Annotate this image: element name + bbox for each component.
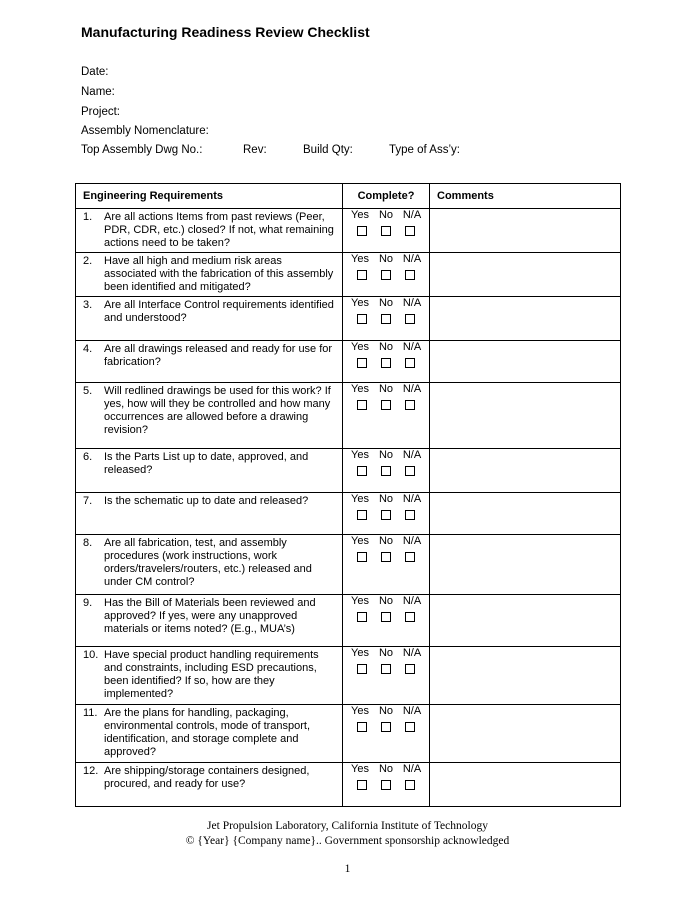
requirement-number: 12. bbox=[83, 765, 99, 777]
na-label: N/A bbox=[402, 253, 422, 265]
no-label: No bbox=[378, 763, 394, 775]
yes-label: Yes bbox=[351, 253, 369, 265]
na-label: N/A bbox=[402, 647, 422, 659]
table-row bbox=[76, 253, 621, 297]
yes-label: Yes bbox=[351, 763, 369, 775]
table-row bbox=[76, 297, 621, 341]
table-header-row bbox=[76, 184, 621, 209]
complete-cell bbox=[343, 763, 430, 807]
no-checkbox[interactable] bbox=[381, 466, 391, 476]
comments-cell[interactable] bbox=[430, 383, 621, 449]
no-checkbox[interactable] bbox=[381, 358, 391, 368]
comments-cell[interactable] bbox=[430, 341, 621, 383]
yes-label: Yes bbox=[351, 595, 369, 607]
comments-cell[interactable] bbox=[430, 535, 621, 595]
requirement-number: 7. bbox=[83, 495, 93, 507]
complete-cell bbox=[343, 705, 430, 763]
requirement-text: Are the plans for handling, packaging, environmental controls, mode of transport, identification, and storage complete and approved? bbox=[104, 707, 311, 758]
complete-cell bbox=[343, 341, 430, 383]
complete-cell bbox=[343, 383, 430, 449]
requirement-cell bbox=[76, 253, 343, 297]
table-row bbox=[76, 763, 621, 807]
project-label: Project: bbox=[81, 106, 120, 118]
no-label: No bbox=[378, 253, 394, 265]
na-label: N/A bbox=[402, 341, 422, 353]
requirement-text: Have all high and medium risk areas associated with the fabrication of this assembly been identified and mitigated? bbox=[104, 255, 334, 293]
na-checkbox[interactable] bbox=[405, 226, 415, 236]
requirement-text: Has the Bill of Materials been reviewed and approved? If yes, were any unapproved materials or items noted? (E.g., MUA’s) bbox=[104, 597, 316, 635]
comments-cell[interactable] bbox=[430, 493, 621, 535]
no-checkbox[interactable] bbox=[381, 400, 391, 410]
na-checkbox[interactable] bbox=[405, 552, 415, 562]
footer-organization: Jet Propulsion Laboratory, California Institute of Technology bbox=[207, 820, 488, 832]
requirement-text: Have special product handling requirements and constraints, including ESD precautions, been identified? If so, how are they implemented? bbox=[104, 649, 319, 700]
yes-checkbox[interactable] bbox=[357, 400, 367, 410]
na-checkbox[interactable] bbox=[405, 314, 415, 324]
no-label: No bbox=[378, 595, 394, 607]
requirement-number: 10. bbox=[83, 649, 99, 661]
comments-cell[interactable] bbox=[430, 209, 621, 253]
yes-checkbox[interactable] bbox=[357, 270, 367, 280]
requirement-cell bbox=[76, 535, 343, 595]
checklist-table bbox=[75, 183, 621, 807]
na-checkbox[interactable] bbox=[405, 510, 415, 520]
no-label: No bbox=[378, 297, 394, 309]
no-label: No bbox=[378, 449, 394, 461]
header-engineering-requirements: Engineering Requirements bbox=[76, 184, 343, 209]
complete-cell bbox=[343, 297, 430, 341]
na-label: N/A bbox=[402, 297, 422, 309]
table-row bbox=[76, 647, 621, 705]
no-label: No bbox=[378, 647, 394, 659]
requirement-text: Are all actions Items from past reviews (Peer, PDR, CDR, etc.) closed? If not, what remaining actions need to be taken? bbox=[104, 211, 334, 249]
comments-cell[interactable] bbox=[430, 595, 621, 647]
complete-cell bbox=[343, 647, 430, 705]
complete-cell bbox=[343, 493, 430, 535]
table-row bbox=[76, 209, 621, 253]
name-label: Name: bbox=[81, 86, 115, 98]
comments-cell[interactable] bbox=[430, 449, 621, 493]
yes-label: Yes bbox=[351, 209, 369, 221]
no-label: No bbox=[378, 209, 394, 221]
na-checkbox[interactable] bbox=[405, 780, 415, 790]
header-comments: Comments bbox=[430, 184, 621, 209]
na-label: N/A bbox=[402, 763, 422, 775]
no-checkbox[interactable] bbox=[381, 722, 391, 732]
requirement-text: Will redlined drawings be used for this work? If yes, how will they be controlled and how many occurrences are allowed before a drawing revision? bbox=[104, 385, 331, 436]
requirement-cell bbox=[76, 647, 343, 705]
requirement-cell bbox=[76, 209, 343, 253]
na-checkbox[interactable] bbox=[405, 358, 415, 368]
na-label: N/A bbox=[402, 595, 422, 607]
yes-label: Yes bbox=[351, 297, 369, 309]
no-checkbox[interactable] bbox=[381, 664, 391, 674]
requirement-number: 8. bbox=[83, 537, 93, 549]
top-assembly-dwg-label: Top Assembly Dwg No.: bbox=[81, 144, 203, 156]
requirement-cell bbox=[76, 341, 343, 383]
table-row bbox=[76, 493, 621, 535]
requirement-cell bbox=[76, 297, 343, 341]
type-of-assy-label: Type of Ass’y: bbox=[389, 144, 460, 156]
requirement-cell bbox=[76, 595, 343, 647]
yes-checkbox[interactable] bbox=[357, 314, 367, 324]
page-title: Manufacturing Readiness Review Checklist bbox=[81, 24, 370, 40]
yes-checkbox[interactable] bbox=[357, 780, 367, 790]
na-checkbox[interactable] bbox=[405, 270, 415, 280]
yes-checkbox[interactable] bbox=[357, 664, 367, 674]
table-row bbox=[76, 705, 621, 763]
yes-checkbox[interactable] bbox=[357, 722, 367, 732]
yes-label: Yes bbox=[351, 705, 369, 717]
yes-label: Yes bbox=[351, 493, 369, 505]
requirement-text: Are all Interface Control requirements identified and understood? bbox=[104, 299, 334, 324]
na-label: N/A bbox=[402, 705, 422, 717]
requirement-text: Is the Parts List up to date, approved, and released? bbox=[104, 451, 309, 476]
table-row bbox=[76, 449, 621, 493]
yes-checkbox[interactable] bbox=[357, 552, 367, 562]
no-checkbox[interactable] bbox=[381, 314, 391, 324]
yes-checkbox[interactable] bbox=[357, 510, 367, 520]
na-checkbox[interactable] bbox=[405, 466, 415, 476]
requirement-text: Is the schematic up to date and released? bbox=[104, 495, 309, 507]
complete-cell bbox=[343, 595, 430, 647]
header-complete: Complete? bbox=[343, 184, 430, 209]
yes-checkbox[interactable] bbox=[357, 226, 367, 236]
na-checkbox[interactable] bbox=[405, 722, 415, 732]
yes-label: Yes bbox=[351, 341, 369, 353]
na-checkbox[interactable] bbox=[405, 612, 415, 622]
no-checkbox[interactable] bbox=[381, 780, 391, 790]
complete-cell bbox=[343, 535, 430, 595]
comments-cell[interactable] bbox=[430, 705, 621, 763]
requirement-number: 9. bbox=[83, 597, 93, 609]
complete-cell bbox=[343, 449, 430, 493]
yes-label: Yes bbox=[351, 383, 369, 395]
no-checkbox[interactable] bbox=[381, 510, 391, 520]
no-label: No bbox=[378, 493, 394, 505]
yes-label: Yes bbox=[351, 449, 369, 461]
table-row bbox=[76, 341, 621, 383]
requirement-number: 1. bbox=[83, 211, 93, 223]
yes-label: Yes bbox=[351, 647, 369, 659]
na-label: N/A bbox=[402, 383, 422, 395]
date-label: Date: bbox=[81, 66, 109, 78]
footer-copyright: © {Year} {Company name}.. Government sponsorship acknowledged bbox=[185, 835, 510, 847]
no-checkbox[interactable] bbox=[381, 552, 391, 562]
no-label: No bbox=[378, 705, 394, 717]
requirement-cell bbox=[76, 449, 343, 493]
comments-cell[interactable] bbox=[430, 297, 621, 341]
na-label: N/A bbox=[402, 535, 422, 547]
requirement-number: 2. bbox=[83, 255, 93, 267]
requirement-text: Are shipping/storage containers designed, procured, and ready for use? bbox=[104, 765, 310, 790]
no-checkbox[interactable] bbox=[381, 270, 391, 280]
table-row bbox=[76, 535, 621, 595]
na-label: N/A bbox=[402, 449, 422, 461]
complete-cell bbox=[343, 209, 430, 253]
complete-cell bbox=[343, 253, 430, 297]
assembly-nomenclature-label: Assembly Nomenclature: bbox=[81, 125, 209, 137]
requirement-number: 5. bbox=[83, 385, 93, 397]
na-label: N/A bbox=[402, 493, 422, 505]
no-label: No bbox=[378, 341, 394, 353]
build-qty-label: Build Qty: bbox=[303, 144, 353, 156]
yes-checkbox[interactable] bbox=[357, 466, 367, 476]
comments-cell[interactable] bbox=[430, 253, 621, 297]
requirement-cell bbox=[76, 383, 343, 449]
comments-cell[interactable] bbox=[430, 763, 621, 807]
no-label: No bbox=[378, 383, 394, 395]
requirement-number: 6. bbox=[83, 451, 93, 463]
rev-label: Rev: bbox=[243, 144, 267, 156]
no-label: No bbox=[378, 535, 394, 547]
requirement-cell bbox=[76, 763, 343, 807]
requirement-number: 3. bbox=[83, 299, 93, 311]
requirement-text: Are all fabrication, test, and assembly procedures (work instructions, work orders/travelers/routers, etc.) released and under CM control? bbox=[104, 537, 312, 588]
requirement-cell bbox=[76, 705, 343, 763]
yes-checkbox[interactable] bbox=[357, 358, 367, 368]
table-row bbox=[76, 383, 621, 449]
yes-label: Yes bbox=[351, 535, 369, 547]
yes-checkbox[interactable] bbox=[357, 612, 367, 622]
requirement-number: 11. bbox=[83, 707, 98, 719]
requirement-text: Are all drawings released and ready for use for fabrication? bbox=[104, 343, 333, 368]
page-number: 1 bbox=[344, 863, 351, 875]
na-checkbox[interactable] bbox=[405, 664, 415, 674]
table-row bbox=[76, 595, 621, 647]
no-checkbox[interactable] bbox=[381, 226, 391, 236]
no-checkbox[interactable] bbox=[381, 612, 391, 622]
requirement-cell bbox=[76, 493, 343, 535]
comments-cell[interactable] bbox=[430, 647, 621, 705]
na-checkbox[interactable] bbox=[405, 400, 415, 410]
requirement-number: 4. bbox=[83, 343, 93, 355]
na-label: N/A bbox=[402, 209, 422, 221]
